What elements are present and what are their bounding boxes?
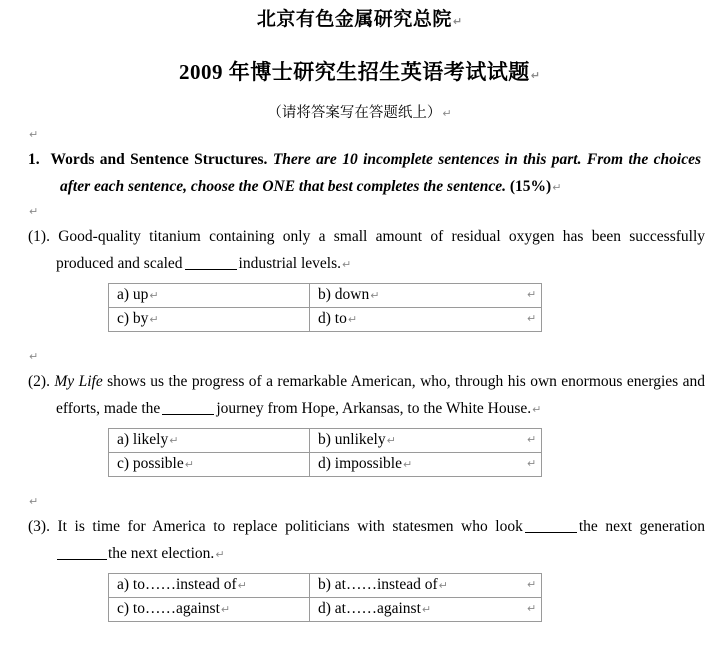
paragraph-mark-icon: ↵ [169,434,179,447]
institution-title [0,0,719,34]
paragraph-mark-icon: ↵ [527,602,537,615]
question-2-options [0,428,719,477]
option-b-label: b) unlikely [318,431,386,448]
option-b[interactable] [310,574,542,598]
section-directions-1: There are 10 incomplete sentences in this part. [272,151,582,168]
paragraph-mark-icon: ↵ [532,403,542,416]
options-table [108,573,542,622]
section-title: Words and Sentence Structures. [50,151,268,168]
question-1-blank [185,269,237,270]
paragraph-mark-icon: ↵ [220,603,231,616]
question-1 [0,223,719,278]
question-1-options [0,283,719,332]
question-2-italic-title: My Life [54,373,103,390]
paragraph-mark-icon: ↵ [370,289,380,302]
question-2-text-before: shows us the progress of a remarkable American, who, through his own enormous energies and efforts, made the [56,373,706,417]
question-1-body [28,223,705,278]
paragraph-mark-icon: ↵ [442,107,452,120]
option-d-label: d) to [318,310,347,327]
paragraph-mark-icon: ↵ [527,288,537,301]
question-2-body [28,368,705,423]
option-a[interactable] [109,574,310,598]
empty-paragraph [0,201,719,223]
option-d[interactable] [310,598,542,622]
option-d[interactable] [310,308,542,332]
option-a[interactable] [109,284,310,308]
question-1-text-before: Good-quality titanium containing only a small amount of residual oxygen has been successfully produced and scaled [56,228,706,272]
option-a-label: a) to……instead of [117,576,237,593]
question-3-body [28,513,705,568]
question-1-number: (1). [28,228,50,245]
question-3-text-middle: the next generation [578,518,705,535]
section-directions-2: From the choices after each sentence, choose the ONE that best completes the [60,151,702,195]
section-heading [0,146,719,201]
options-table [108,283,542,332]
row-end-marks [527,573,547,621]
paragraph-mark-icon: ↵ [237,579,247,592]
section-points: (15%) [509,178,552,195]
paragraph-mark-icon: ↵ [386,434,396,447]
table-row [109,429,542,453]
question-2-text-after: journey from Hope, Arkansas, to the White House. [216,400,532,417]
question-3-blank-1 [525,532,577,533]
option-b-label: b) at……instead of [318,576,438,593]
option-c-label: c) possible [117,455,184,472]
section-directions-3: sentence. [447,178,507,195]
paragraph-mark-icon: ↵ [527,312,537,325]
paragraph-mark-icon: ↵ [29,205,39,218]
paragraph-mark-icon: ↵ [347,313,358,326]
section-heading-body [28,146,701,201]
option-d[interactable] [310,453,542,477]
paragraph-mark-icon: ↵ [421,603,432,616]
option-c[interactable] [109,308,310,332]
paragraph-mark-icon: ↵ [527,433,537,446]
question-3-blank-2 [57,559,107,560]
paragraph-mark-icon: ↵ [527,578,537,591]
paragraph-mark-icon: ↵ [530,69,540,82]
row-end-marks [527,283,547,331]
question-2-number: (2). [28,373,50,390]
paragraph-mark-icon: ↵ [402,458,413,471]
question-3-text-before: It is time for America to replace politicians with statesmen who look [57,518,523,535]
paragraph-mark-icon: ↵ [527,457,537,470]
option-a-label: a) likely [117,431,169,448]
question-3-options [0,573,719,622]
paragraph-mark-icon: ↵ [452,15,463,28]
paragraph-mark-icon: ↵ [29,350,39,363]
table-row [109,284,542,308]
option-c-label: c) by [117,310,149,327]
exam-title [0,34,719,89]
option-d-label: d) at……against [318,600,421,617]
table-row [109,574,542,598]
paragraph-mark-icon: ↵ [552,181,562,194]
option-d-label: d) impossible [318,455,402,472]
empty-paragraph [0,346,719,368]
question-3-text-after: the next election. [108,545,215,562]
option-c[interactable] [109,598,310,622]
option-a[interactable] [109,429,310,453]
section-number: 1. [28,151,40,168]
paragraph-mark-icon: ↵ [215,548,225,561]
empty-paragraph [0,491,719,513]
instruction-note [0,89,719,124]
question-3-number: (3). [28,518,50,535]
row-end-marks [527,428,547,476]
question-1-text-after: industrial levels. [238,255,341,272]
option-b-label: b) down [318,286,370,303]
option-b[interactable] [310,429,542,453]
option-b[interactable] [310,284,542,308]
option-c[interactable] [109,453,310,477]
paragraph-mark-icon: ↵ [341,258,352,271]
question-2-blank [162,414,214,415]
instruction-note-text: （请将答案写在答题纸上） [267,105,442,121]
table-row [109,598,542,622]
table-row [109,308,542,332]
paragraph-mark-icon: ↵ [149,313,159,326]
table-row [109,453,542,477]
exam-title-text: 2009 年博士研究生招生英语考试试题 [179,60,530,84]
option-c-label: c) to……against [117,600,220,617]
question-2 [0,368,719,423]
option-a-label: a) up [117,286,149,303]
question-3 [0,513,719,568]
paragraph-mark-icon: ↵ [149,289,159,302]
paragraph-mark-icon: ↵ [29,128,39,141]
paragraph-mark-icon: ↵ [29,495,39,508]
options-table [108,428,542,477]
empty-paragraph [0,124,719,146]
institution-title-text: 北京有色金属研究总院 [256,9,452,30]
paragraph-mark-icon: ↵ [438,579,448,592]
paragraph-mark-icon: ↵ [184,458,194,471]
